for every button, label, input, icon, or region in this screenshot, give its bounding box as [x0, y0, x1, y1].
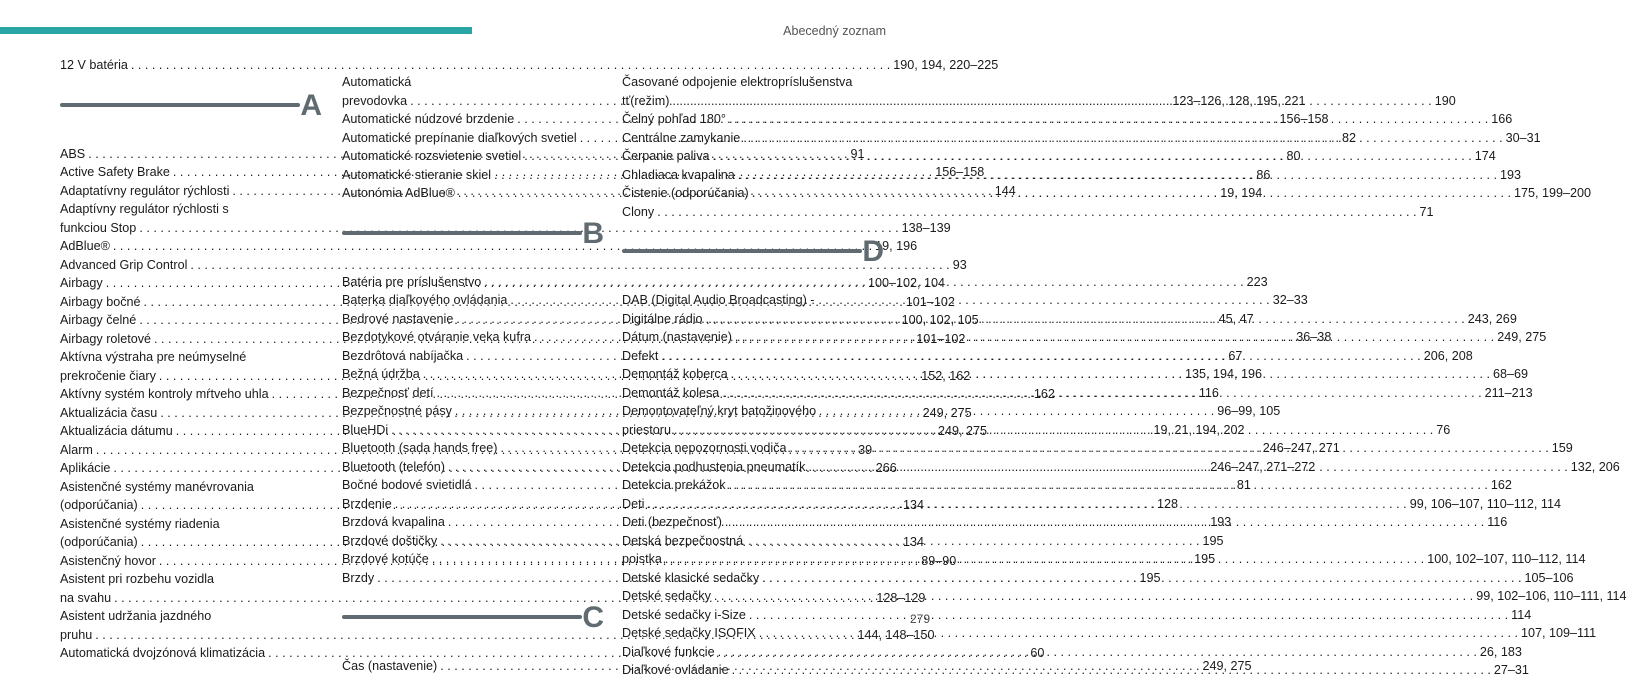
index-entry-text: pruhu [60, 627, 93, 642]
section-divider [342, 615, 582, 619]
section-divider [342, 231, 582, 235]
index-entry-row [60, 237, 918, 256]
index-entry-text: Detská bezpečnostná [622, 533, 744, 548]
index-entry-pages[interactable]: 105–106 [1524, 570, 1574, 585]
index-entry-text: Airbagy roletové [60, 331, 152, 346]
dot-leader [743, 129, 1502, 148]
index-entry-text: Bluetooth (telefón) [342, 459, 445, 474]
index-entry[interactable] [60, 256, 967, 275]
index-entry-pages[interactable]: 39 [858, 442, 873, 457]
dot-leader [759, 624, 1518, 643]
dot-leader [725, 513, 1484, 532]
index-entry-text: Defekt [622, 348, 659, 363]
index-entry[interactable] [60, 56, 999, 75]
index-entry-text: Detské sedačky ISOFIX [622, 626, 756, 640]
index-entry-pages[interactable]: 193 [1500, 167, 1522, 182]
dot-leader [749, 606, 1508, 625]
index-entry-pages[interactable]: 68–69 [1492, 367, 1529, 381]
index-entry-text: poistka [622, 552, 662, 566]
index-entry-text: Bezdotykové otváranie veka kufra [342, 330, 532, 344]
index-entry-pages[interactable]: 135, 194, 196 [1185, 367, 1263, 381]
index-entry-pages[interactable]: 175, 199–200 [1514, 186, 1592, 200]
index-entry-text: Asistenčné systémy riadenia [60, 516, 220, 531]
dot-leader [731, 365, 1490, 384]
index-entry-pages[interactable]: 114 [1511, 607, 1532, 622]
index-entry-text: Detekcia prekážok [622, 478, 726, 492]
index-entry-row [60, 219, 951, 238]
dot-leader [718, 643, 1477, 662]
section-header-d [622, 235, 884, 279]
index-entry-pages[interactable]: 162 [1033, 387, 1055, 401]
dot-leader [762, 569, 1521, 588]
index-entry-text: 12 V batéria [60, 58, 128, 72]
index-entry-text: Demontáž kolesa [622, 385, 720, 400]
index-entry-text: Demontáž koberca [622, 367, 728, 381]
index-entry-pages[interactable]: 80 [1286, 149, 1301, 163]
index-entry-text: Brzdy [342, 570, 375, 585]
index-entry-text: Čelný pohľad 180° [622, 112, 726, 126]
index-entry-pages[interactable]: 166 [1491, 112, 1513, 126]
index-entry-pages[interactable]: 123–126, 128, 195, 221 [1172, 93, 1306, 108]
index-entry-pages[interactable]: 162 [1490, 478, 1512, 492]
index-entry-text: Asistent pri rozbehu vozidla [60, 572, 215, 586]
page-number: 279 [909, 612, 930, 626]
index-entry-pages[interactable]: 152, 162 [921, 368, 971, 383]
dot-leader [729, 110, 1488, 129]
index-entry-pages[interactable]: 30–31 [1505, 130, 1541, 145]
index-entry-pages[interactable]: 159 [1551, 441, 1573, 455]
index-entry-row [622, 203, 1434, 222]
index-entry-text: Detské sedačky [622, 589, 711, 603]
index-entry-pages[interactable]: 101–102 [905, 294, 955, 309]
index-entry-text: Automatická dvojzónová klimatizácia [60, 646, 266, 660]
index-entry-pages[interactable]: 195 [1202, 533, 1224, 548]
index-entry-text: Airbagy čelné [60, 313, 137, 327]
index-entry-pages[interactable]: 76 [1436, 422, 1451, 437]
index-entry-text: Brzdové kotúče [342, 552, 429, 566]
index-entry-pages[interactable]: 19, 21, 194, 202 [1153, 422, 1245, 437]
index-entry-pages[interactable]: 206, 208 [1423, 348, 1473, 363]
index-entry-text: Aktualizácia času [60, 405, 158, 420]
index-entry-text: Brzdenie [342, 496, 392, 511]
index-entry-text: Diaľkové funkcie [622, 644, 715, 659]
index-entry-pages[interactable]: 190 [1434, 93, 1456, 108]
index-entry-text: Centrálne zamykanie [622, 130, 741, 145]
dot-leader [732, 661, 1491, 680]
index-entry-pages[interactable]: 19, 196 [875, 239, 918, 253]
index-entry-pages[interactable]: 144 [994, 183, 1016, 198]
index-entry-pages[interactable]: 134 [903, 535, 925, 549]
dot-leader [729, 476, 1488, 495]
section-divider [622, 249, 862, 253]
index-entry-text: ABS [60, 146, 86, 161]
page-header-title: Abecedný zoznam [783, 24, 886, 38]
index-entry-text: AdBlue® [60, 239, 110, 253]
index-entry-text: Digitálne rádio [622, 311, 703, 326]
index-entry-text: na svahu [60, 590, 112, 605]
index-entry-text: Deti [622, 496, 645, 511]
index-entry-text: (odporúčania) [60, 498, 138, 512]
index-entry-pages[interactable]: 60 [1030, 646, 1045, 660]
index-entry-text: Brzdové doštičky [342, 533, 438, 548]
index-entry-pages[interactable]: 99, 102–106, 110–111, 114 [1476, 589, 1627, 603]
index-entry-text: Automatické prepínanie diaľkových svetiel [342, 130, 577, 145]
index-entry-text: tť(režim) [622, 93, 670, 108]
index-entry-pages[interactable]: 101–102 [916, 331, 966, 346]
index-entry-text: Aktívny systém kontroly mŕtveho uhla [60, 387, 269, 401]
index-entry-pages[interactable]: 100–102, 104 [867, 276, 946, 290]
index-entry-pages[interactable]: 71 [1419, 204, 1434, 219]
index-entry-text: Bočné bodové svietidlá [342, 478, 472, 492]
index-entry-pages[interactable]: 156–158 [1279, 112, 1329, 126]
index-entry-text: Airbagy [60, 276, 103, 290]
section-header-a [60, 89, 322, 133]
index-entry-text: Čistenie (odporúčania) [622, 186, 749, 200]
index-entry-text: Demontovateľný kryt batožinového [622, 404, 817, 418]
index-entry-text: Detekcia podhustenia pneumatík [622, 459, 806, 474]
section-letter: A [300, 88, 322, 122]
index-entry-text: Baterka diaľkového ovládania [342, 293, 508, 307]
index-entry-text: Detské klasické sedačky [622, 570, 760, 585]
index-entry-text: Bezdrôtová nabíjačka [342, 348, 464, 363]
index-entry-text: Aktívna výstraha pre neúmyselné [60, 350, 247, 364]
index-entry-pages[interactable]: 246–247, 271 [1262, 441, 1340, 455]
index-entry-text: Adaptívny regulátor rýchlosti s [60, 202, 229, 216]
index-entry-text: Active Safety Brake [60, 165, 170, 179]
index-entry-pages[interactable]: 36–38 [1296, 330, 1332, 344]
index-entry-text: prekročenie čiary [60, 368, 156, 383]
index-entry-pages[interactable]: 45, 47 [1218, 311, 1254, 326]
index-entry-text: funkciou Stop [60, 220, 137, 235]
index-entry-text: Aplikácie [60, 461, 111, 475]
index-entry[interactable] [60, 237, 918, 256]
index-entry-text: Adaptatívny regulátor rýchlosti [60, 183, 230, 198]
index-entry-text: Alarm [60, 442, 93, 457]
index-entry-pages[interactable]: 193 [1210, 515, 1232, 529]
index-entry-text: Asistenčný hovor [60, 553, 156, 568]
dot-leader [706, 310, 1465, 329]
index-entry-pages[interactable]: 223 [1246, 274, 1268, 289]
index-entry-text: priestoru [622, 422, 671, 437]
index-entry-pages[interactable]: 134 [903, 498, 925, 512]
index-entry-pages[interactable]: 99, 106–107, 110–112, 114 [1409, 496, 1561, 511]
index-entry-text: Automatická [342, 75, 412, 89]
dot-leader [713, 147, 1472, 166]
index-entry-text: Aktualizácia dátumu [60, 424, 173, 438]
dot-leader [752, 184, 1511, 203]
index-entry-text: DAB (Digital Audio Broadcasting) - [622, 293, 815, 307]
dot-leader [647, 495, 1406, 514]
index-entry-pages[interactable]: 243, 269 [1467, 311, 1517, 326]
index-entry-pages[interactable]: 144, 148–150 [857, 627, 935, 642]
index-entry-pages[interactable]: 249, 275 [1202, 659, 1252, 673]
index-entry[interactable] [622, 203, 1434, 222]
dot-leader [738, 166, 1497, 185]
index-entry-text: Chladiaca kvapalina [622, 167, 735, 182]
index-entry-pages[interactable]: 27–31 [1493, 663, 1529, 677]
index-entry-pages[interactable]: 107, 109–111 [1520, 626, 1597, 640]
dot-leader [657, 203, 1416, 222]
index-entry-text: Asistent udržania jazdného [60, 609, 212, 623]
index-entry-pages[interactable]: 26, 183 [1479, 644, 1522, 659]
index-entry-pages[interactable]: 81 [1236, 478, 1251, 492]
section-header-b [342, 217, 604, 261]
index-entry-text: Bezpečnosť detí [342, 385, 434, 400]
index-entry-text: Dátum (nastavenie) [622, 330, 732, 344]
index-entry-pages[interactable]: 246–247, 271–272 [1210, 459, 1316, 474]
index-entry-text: Čas (nastavenie) [342, 659, 438, 673]
index-entry-text: (odporúčania) [60, 535, 138, 549]
index-entry-row [60, 256, 967, 275]
index-entry-pages[interactable]: 190, 194, 220–225 [893, 58, 999, 72]
index-entry-pages[interactable]: 100, 102, 105 [901, 313, 979, 327]
dot-leader [722, 384, 1481, 403]
index-entry-pages[interactable]: 89–90 [921, 553, 957, 568]
index-entry-text: Batéria pre príslušenstvo [342, 274, 482, 289]
index-entry-text: Autonómia AdBlue® [342, 186, 455, 200]
index-entry-pages[interactable]: 128 [1157, 496, 1179, 511]
index-entry-text: Diaľkové ovládanie [622, 663, 729, 677]
index-entry-text: Deti (bezpečnosť) [622, 515, 722, 529]
index-entry-pages[interactable]: 249, 275 [1497, 330, 1547, 344]
index-entry-text: Bedrové nastavenie [342, 311, 454, 326]
index-entry-pages[interactable]: 91 [850, 146, 865, 161]
index-entry-pages[interactable]: 249, 275 [922, 405, 972, 420]
index-entry-text: BlueHDi [342, 422, 389, 437]
index-entry-pages[interactable]: 132, 206 [1570, 459, 1620, 474]
header-accent-bar [0, 27, 472, 34]
index-entry-text: Čerpanie paliva [622, 149, 710, 163]
section-header-c [342, 601, 604, 645]
index-entry-text: Asistenčné systémy manévrovania [60, 479, 254, 494]
index-entry-pages[interactable]: 195 [1194, 552, 1216, 566]
dot-leader [714, 587, 1473, 606]
index-entry-text: Clony [622, 204, 655, 219]
index-entry-pages[interactable]: 116 [1198, 385, 1219, 400]
index-entry-pages[interactable]: 19, 194 [1220, 186, 1263, 200]
index-entry-text: Automatické núdzové brzdenie [342, 112, 515, 126]
index-entry-pages[interactable]: 93 [952, 257, 967, 272]
index-entry-text: Bezpečnostné pásy [342, 404, 452, 418]
section-letter: B [582, 216, 604, 250]
index-entry-text: Bežná údržba [342, 367, 420, 381]
index-entry-text: Časované odpojenie elektropríslušenstva [622, 75, 853, 89]
index-entry-pages[interactable]: 249, 275 [938, 424, 988, 438]
index-entry-text: prevodovka [342, 93, 408, 108]
section-letter: C [582, 601, 604, 634]
index-entry-text: Bluetooth (sada hands free) [342, 441, 498, 455]
index-entry-pages[interactable]: 67 [1228, 348, 1243, 363]
index-entry-text: Detské sedačky i-Size [622, 607, 746, 622]
index-entry-pages[interactable]: 138–139 [901, 220, 951, 235]
section-divider [60, 103, 300, 107]
index-entry-text: Brzdová kvapalina [342, 515, 445, 529]
index-entry-pages[interactable]: 195 [1139, 570, 1161, 585]
index-entry-pages[interactable]: 156–158 [935, 165, 985, 179]
index-entry-text: Automatické rozsvietenie svetiel [342, 149, 522, 163]
dot-leader [808, 458, 1567, 477]
index-entry-text: Advanced Grip Control [60, 257, 188, 272]
index-entry-pages[interactable]: 82 [1341, 130, 1356, 145]
dot-leader [661, 347, 1420, 366]
dot-leader [674, 421, 1433, 440]
index-entry-text: Airbagy bočné [60, 294, 141, 309]
index-entry-pages[interactable]: 86 [1256, 167, 1271, 182]
index-entry-pages[interactable]: 116 [1487, 515, 1508, 529]
dot-leader [665, 550, 1424, 569]
index-entry-row [60, 56, 999, 75]
dot-leader [672, 92, 1431, 111]
index-entry-pages[interactable]: 100, 102–107, 110–112, 114 [1427, 552, 1586, 566]
dot-leader [735, 328, 1494, 347]
dot-leader [790, 439, 1549, 458]
index-entry-pages[interactable]: 32–33 [1272, 293, 1308, 307]
dot-leader [131, 56, 890, 75]
index-entry-pages[interactable]: 96–99, 105 [1217, 404, 1281, 418]
index-entry-text: Automatické stieranie skiel [342, 167, 492, 182]
index-entry-pages[interactable]: 211–213 [1484, 385, 1533, 400]
index-entry-text: Detekcia nepozornosti vodiča [622, 441, 787, 455]
section-letter: D [862, 235, 884, 268]
index-entry-pages[interactable]: 174 [1474, 149, 1496, 163]
index-entry-pages[interactable]: 128–129 [876, 590, 926, 605]
index-entry-pages[interactable]: 266 [875, 461, 897, 475]
